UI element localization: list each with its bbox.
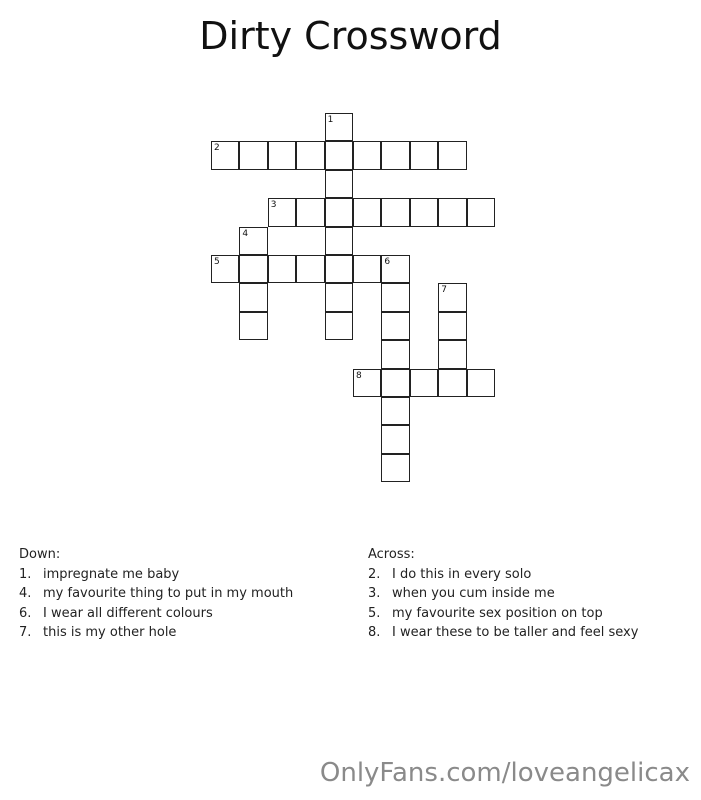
crossword-cell[interactable]: [211, 141, 239, 169]
crossword-cell[interactable]: [381, 340, 409, 368]
crossword-cell[interactable]: [239, 227, 267, 255]
cell-number: 1: [327, 115, 334, 125]
crossword-cell[interactable]: [296, 198, 324, 226]
crossword-cell[interactable]: [381, 141, 409, 169]
watermark-text: OnlyFans.com/loveangelicax: [319, 758, 690, 788]
crossword-cell[interactable]: [325, 113, 353, 141]
crossword-cell[interactable]: [325, 312, 353, 340]
clue-text: my favourite thing to put in my mouth: [43, 586, 294, 601]
clue-number: 2.: [368, 566, 381, 582]
clue-number: 6.: [19, 605, 32, 621]
crossword-cell[interactable]: [239, 312, 267, 340]
crossword-cell[interactable]: [381, 312, 409, 340]
crossword-cell[interactable]: [381, 454, 409, 482]
crossword-cell[interactable]: [268, 141, 296, 169]
crossword-cell[interactable]: [410, 141, 438, 169]
crossword-cell[interactable]: [467, 198, 495, 226]
clue-text: when you cum inside me: [392, 586, 555, 601]
clue-text: I do this in every solo: [392, 566, 532, 582]
down-clue: [19, 584, 293, 604]
crossword-cell[interactable]: [268, 255, 296, 283]
crossword-cell[interactable]: [438, 312, 466, 340]
crossword-cell[interactable]: [239, 141, 267, 169]
clue-number: 8.: [368, 625, 381, 640]
crossword-cell[interactable]: [381, 369, 409, 397]
crossword-cell[interactable]: [381, 198, 409, 226]
clue-text: I wear these to be taller and feel sexy: [392, 625, 639, 640]
crossword-cell[interactable]: [410, 198, 438, 226]
down-heading: Down:: [19, 547, 61, 562]
crossword-cell[interactable]: [381, 255, 409, 283]
crossword-cell[interactable]: [239, 283, 267, 311]
crossword-cell[interactable]: [438, 141, 466, 169]
clue-number: 3.: [368, 586, 381, 601]
cell-number: 7: [441, 285, 447, 296]
clue-number: 4.: [19, 586, 32, 601]
crossword-cell[interactable]: [325, 141, 353, 169]
crossword-cell[interactable]: [438, 283, 466, 311]
crossword-cell[interactable]: [381, 397, 409, 425]
across-clue: [368, 565, 638, 585]
crossword-cell[interactable]: [296, 255, 324, 283]
across-heading: Across:: [368, 547, 415, 562]
crossword-cell[interactable]: [325, 198, 353, 226]
crossword-cell[interactable]: [296, 141, 324, 169]
across-clue: [368, 584, 638, 604]
clue-text: this is my other hole: [43, 625, 177, 640]
clue-number: 5.: [368, 605, 381, 621]
crossword-cell[interactable]: [325, 283, 353, 311]
down-clue: [19, 565, 293, 585]
clue-number: 7.: [19, 625, 32, 640]
clue-number: 1.: [19, 566, 32, 582]
cell-number: 6: [384, 257, 391, 267]
cell-number: 2: [214, 143, 220, 154]
crossword-cell[interactable]: [353, 369, 381, 397]
down-clue: [19, 623, 293, 643]
clue-text: my favourite sex position on top: [392, 605, 603, 621]
crossword-cell[interactable]: [353, 255, 381, 283]
crossword-cell[interactable]: [467, 369, 495, 397]
crossword-cell[interactable]: [381, 425, 409, 453]
cell-number: 5: [214, 257, 220, 267]
down-clues: [19, 545, 293, 643]
crossword-cell[interactable]: [438, 369, 466, 397]
crossword-cell[interactable]: [353, 141, 381, 169]
crossword-cell[interactable]: [438, 340, 466, 368]
crossword-cell[interactable]: [381, 283, 409, 311]
clue-text: I wear all different colours: [43, 605, 213, 621]
across-clue: [368, 604, 638, 624]
crossword-cell[interactable]: [211, 255, 239, 283]
crossword-cell[interactable]: [353, 198, 381, 226]
down-clue: [19, 604, 293, 624]
crossword-cell[interactable]: [325, 255, 353, 283]
cell-number: 4: [242, 228, 249, 239]
crossword-cell[interactable]: [268, 198, 296, 226]
crossword-cell[interactable]: [325, 227, 353, 255]
cell-number: 3: [270, 200, 277, 211]
crossword-cell[interactable]: [438, 198, 466, 226]
across-clue: [368, 623, 638, 643]
crossword-cell[interactable]: [325, 170, 353, 198]
crossword-cell[interactable]: [239, 255, 267, 283]
cell-number: 8: [356, 370, 362, 381]
puzzle-title: Dirty Crossword: [199, 14, 502, 58]
clue-text: impregnate me baby: [43, 566, 180, 582]
across-clues: [368, 545, 638, 643]
crossword-cell[interactable]: [410, 369, 438, 397]
